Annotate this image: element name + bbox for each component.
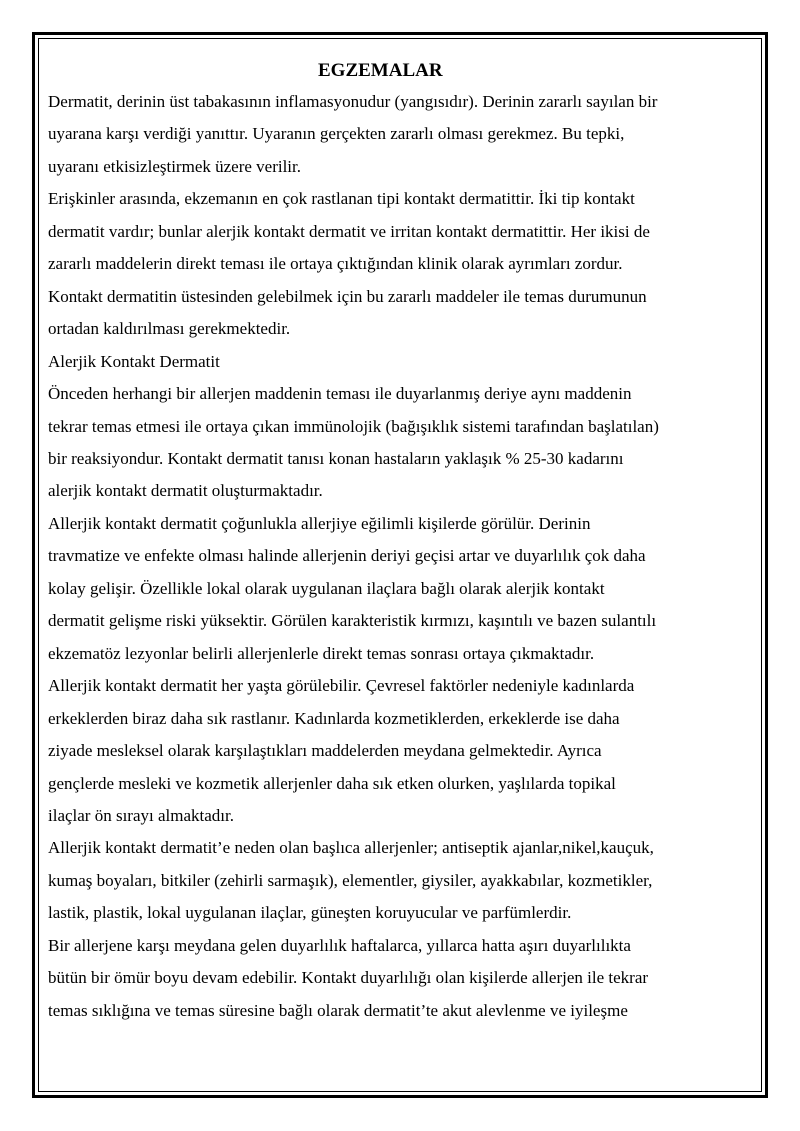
text-line: dermatit gelişme riski yüksektir. Görülen karakteristik kırmızı, kaşıntılı ve bazen sulantılı: [48, 611, 657, 631]
text-line: ziyade mesleksel olarak karşılaştıkları maddelerden meydana gelmektedir. Ayrıca: [48, 741, 602, 761]
text-line: Dermatit, derinin üst tabakasının inflamasyonudur (yangısıdır). Derinin zararlı sayılan bir: [48, 92, 658, 111]
text-line: tekrar temas etmesi ile ortaya çıkan immünolojik (bağışıklık sistemi tarafından başlatılan): [48, 416, 659, 436]
text-line: uyarana karşı verdiği yanıttır. Uyaranın gerçekten zararlı olması gerekmez. Bu tepki,: [48, 124, 625, 144]
text-line: Erişkinler arasında, ekzemanın en çok rastlanan tipi kontakt dermatittir. İki tip kontakt: [48, 189, 635, 209]
text-line: erkeklerden biraz daha sık rastlanır. Kadınlarda kozmetiklerden, erkeklerde ise daha: [48, 708, 620, 728]
text-line: ekzematöz lezyonlar belirli allerjenlerle direkt temas sonrası ortaya çıkmaktadır.: [48, 643, 595, 663]
text-line: zararlı maddelerin direkt teması ile ortaya çıktığından klinik olarak ayrımları zordur.: [48, 254, 623, 274]
text-line: ortadan kaldırılması gerekmektedir.: [48, 319, 291, 339]
text-line: Önceden herhangi bir allerjen maddenin teması ile duyarlanmış deriye aynı maddenin: [48, 384, 632, 404]
paragraph-allerjik-egilim: [48, 508, 760, 670]
text-line: uyaranı etkisizleştirmek üzere verilir.: [48, 156, 302, 176]
document-title: EGZEMALAR: [318, 60, 443, 81]
text-line: temas sıklığına ve temas süresine bağlı olarak dermatit’te akut alevlenme ve iyileşme: [48, 1000, 628, 1020]
text-line: kolay gelişir. Özellikle lokal olarak uygulanan ilaçlara bağlı olarak alerjik kontakt: [48, 578, 605, 598]
text-line: alerjik kontakt dermatit oluşturmaktadır.: [48, 481, 323, 501]
paragraph-alerjik-definition: [48, 378, 760, 508]
text-line: Alerjik Kontakt Dermatit: [48, 351, 220, 371]
text-line: Bir allerjene karşı meydana gelen duyarlılık haftalarca, yıllarca hatta aşırı duyarlılıkta: [48, 935, 631, 955]
paragraph-duyarlilik-suresi: [48, 930, 760, 1027]
text-line: gençlerde mesleki ve kozmetik allerjenler daha sık etken olurken, yaşlılarda topikal: [48, 773, 616, 793]
paragraph-allerjenler-listesi: [48, 832, 760, 929]
paragraph-yas-cinsiyet: [48, 670, 760, 832]
paragraph-dermatit-definition: [48, 86, 760, 183]
text-line: ilaçlar ön sırayı almaktadır.: [48, 805, 234, 825]
paragraph-kontakt-dermatit: [48, 183, 760, 345]
text-line: Allerjik kontakt dermatit çoğunlukla allerjiye eğilimli kişilerde görülür. Derinin: [48, 513, 591, 533]
text-line: bir reaksiyondur. Kontakt dermatit tanısı konan hastaların yaklaşık % 25-30 kadarını: [48, 448, 624, 468]
text-line: Kontakt dermatitin üstesinden gelebilmek için bu zararlı maddeler ile temas durumunun: [48, 286, 647, 306]
text-line: travmatize ve enfekte olması halinde allerjenin deriyi geçisi artar ve duyarlılık çok daha: [48, 546, 646, 566]
text-line: bütün bir ömür boyu devam edebilir. Kontakt duyarlılığı olan kişilerde allerjen ile tekrar: [48, 968, 649, 988]
text-line: Allerjik kontakt dermatit’e neden olan başlıca allerjenler; antiseptik ajanlar,nikel,kauçuk,: [48, 838, 654, 858]
text-line: kumaş boyaları, bitkiler (zehirli sarmaşık), elementler, giysiler, ayakkabılar, kozmetikler,: [48, 870, 653, 890]
section-heading-alerjik-kontakt-dermatit: [48, 346, 760, 378]
document-body: [48, 56, 760, 1027]
text-line: lastik, plastik, lokal uygulanan ilaçlar, güneşten koruyucular ve parfümlerdir.: [48, 903, 572, 923]
text-line: dermatit vardır; bunlar alerjik kontakt dermatit ve irritan kontakt dermatittir. Her ikisi de: [48, 221, 650, 241]
text-line: Allerjik kontakt dermatit her yaşta görülebilir. Çevresel faktörler nedeniyle kadınlarda: [48, 676, 635, 696]
